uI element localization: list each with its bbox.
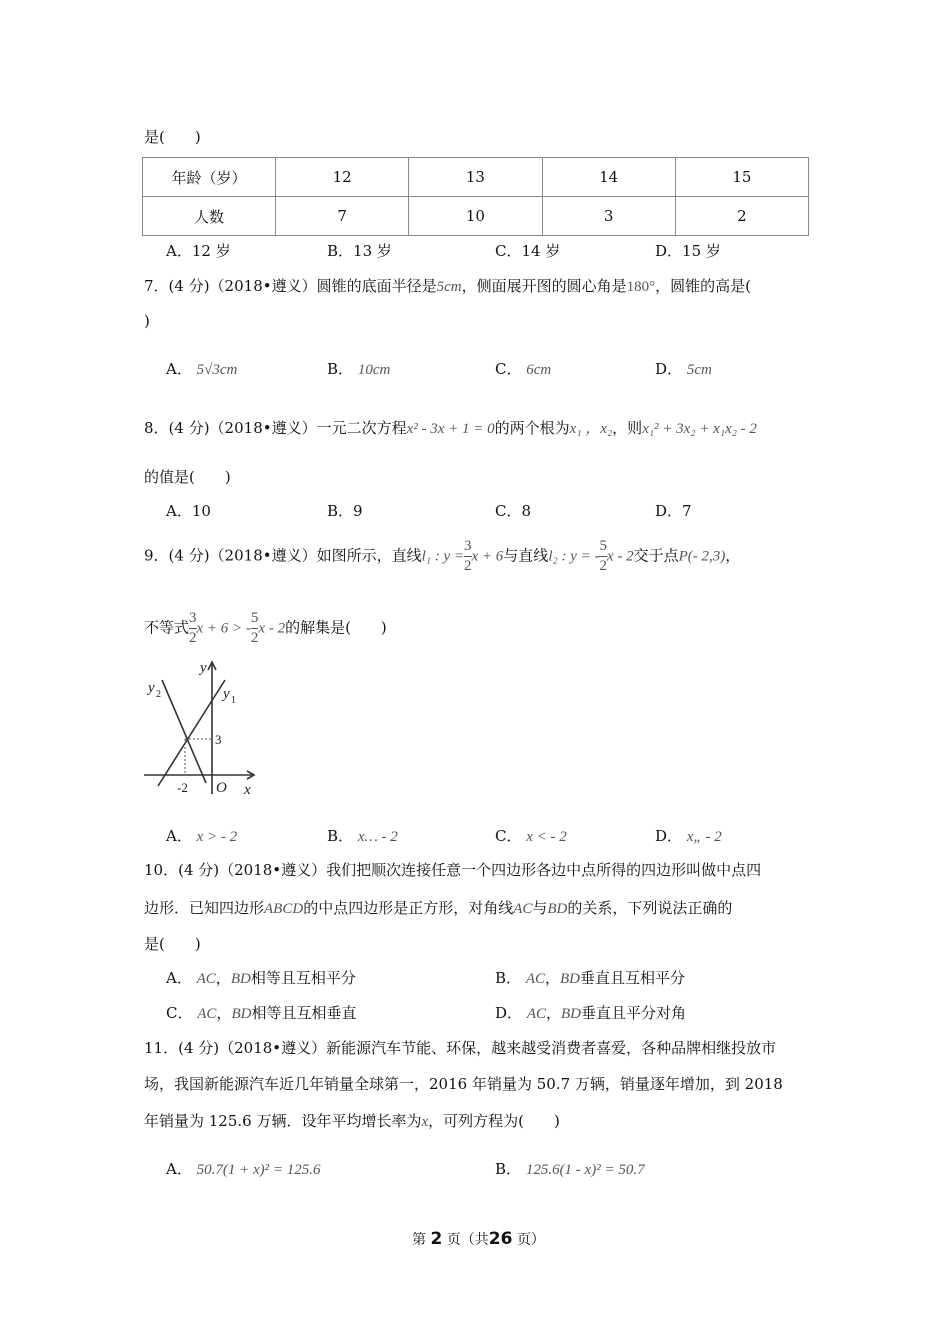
tick-neg2: -2 [177, 780, 188, 795]
footer-post: 页） [516, 1232, 545, 1248]
comma: ， [545, 1004, 561, 1022]
footer-pre: 第 [412, 1232, 426, 1248]
q11-variable: x [421, 1114, 429, 1130]
table-cell: 10 [409, 197, 542, 236]
q10-abcd: ABCD [264, 901, 304, 917]
option-label: A． [166, 827, 192, 845]
option-value: x < - 2 [526, 829, 567, 845]
q9-option-d [655, 825, 722, 846]
q11-option-a [166, 1158, 321, 1179]
q7-stem [144, 275, 751, 296]
q9-meet: 交于点 [633, 546, 679, 565]
q10-line1: 10．(4 分)（2018•遵义）我们把顺次连接任意一个四边形各边中点所得的四边形叫做中点四 [144, 861, 762, 879]
q8-roots: x₁ ，x₂ [569, 421, 613, 437]
q10-line2a: 边形．已知四边形 [144, 899, 265, 917]
age-table [142, 157, 809, 236]
option-text: 相等且互相垂直 [251, 1004, 357, 1022]
option-bd: BD [230, 971, 251, 987]
q10-and: 与 [532, 899, 548, 917]
option-text: 垂直且互相平分 [580, 969, 686, 987]
fraction [599, 537, 607, 576]
option-ac: AC [197, 1006, 217, 1022]
option-value: 5√3cm [196, 362, 238, 378]
page-total: 26 [488, 1229, 513, 1249]
page-footer [412, 1229, 545, 1249]
x-axis-label: x [244, 782, 251, 798]
q11-option-b [495, 1158, 645, 1179]
y1-label: y [223, 686, 230, 702]
table-row [143, 197, 809, 236]
numerator: 5 [250, 610, 259, 626]
option-ac: AC [526, 1006, 546, 1022]
option-label: A． [166, 360, 192, 378]
q11-line2: 场，我国新能源汽车近几年销量全球第一，2016 年销量为 50.7 万辆，销量逐年增加，到 2018 [144, 1075, 783, 1093]
y2-label: y [148, 680, 155, 696]
q8-option-c: C．8 [495, 502, 532, 520]
q6-option-a: A．12 岁 [166, 242, 231, 260]
q10-option-d [495, 1002, 686, 1023]
q8-stem [144, 417, 757, 438]
denominator: 2 [464, 558, 472, 574]
q9-prefix: 9．(4 分)（2018•遵义）如图所示，直线 [144, 546, 422, 565]
option-label: A． [166, 1160, 192, 1178]
q7-option-d [655, 358, 712, 379]
q11-line3 [144, 1110, 560, 1131]
option-bd: BD [231, 1006, 252, 1022]
q9-inequality-line [144, 609, 387, 648]
option-text: 垂直且平分对角 [581, 1004, 687, 1022]
comma: ， [215, 969, 231, 987]
y-axis-label: y [200, 660, 207, 676]
q7-prefix: 7．(4 分)（2018•遵义）圆锥的底面半径是 [144, 277, 437, 295]
q8-prefix: 8．(4 分)（2018•遵义）一元二次方程 [144, 419, 407, 437]
option-bd: BD [561, 1006, 581, 1022]
option-label: B． [327, 360, 354, 378]
q8-expression: x₁² + 3x₂ + x₁x₂ - 2 [642, 421, 757, 437]
option-label: B． [495, 1160, 522, 1178]
q7-mid: ，侧面展开图的圆心角是 [461, 277, 627, 295]
option-label: B． [495, 969, 522, 987]
q10-option-a [166, 967, 356, 988]
option-label: D． [655, 360, 683, 378]
y1-subscript: 1 [231, 695, 236, 706]
fraction [189, 609, 197, 648]
q6-tail: 是( ) [144, 128, 201, 146]
page-number: 2 [430, 1229, 443, 1249]
numerator: 5 [599, 538, 607, 554]
table-cell: 14 [542, 158, 675, 197]
option-ac: AC [525, 971, 545, 987]
option-value: 5cm [686, 362, 712, 378]
q8-option-b: B．9 [327, 502, 363, 520]
option-value: 6cm [526, 362, 552, 378]
table-cell: 15 [675, 158, 808, 197]
option-bd: BD [560, 971, 580, 987]
option-value: 10cm [357, 362, 391, 378]
q8-option-a: A．10 [166, 502, 211, 520]
q9-line2-prefix: 不等式 [144, 618, 190, 637]
option-value: 125.6(1 - x)² = 50.7 [525, 1162, 645, 1178]
line-y2 [162, 680, 206, 783]
q6-option-c: C．14 岁 [495, 242, 561, 260]
q10-line2b: 的中点四边形是正方形，对角线 [303, 899, 514, 917]
table-cell: 7 [276, 197, 409, 236]
table-cell: 13 [409, 158, 542, 197]
q7-option-c [495, 358, 551, 379]
denominator: 2 [599, 558, 607, 574]
q9-line1: l₁ : y = [421, 548, 465, 565]
comma: ， [544, 969, 560, 987]
q10-line3: 是( ) [144, 935, 201, 953]
q9-end: ， [725, 546, 741, 565]
denominator: 2 [189, 630, 197, 646]
option-label: D． [655, 827, 683, 845]
q8-stem-line2: 的值是( ) [144, 468, 231, 486]
table-cell: 人数 [143, 197, 276, 236]
q9-option-c [495, 825, 567, 846]
q11-line3b: ，可列方程为( ) [428, 1112, 560, 1130]
option-value: x > - 2 [196, 829, 238, 845]
q10-line2 [144, 897, 732, 918]
q9-graph [140, 658, 265, 800]
q11-line3a: 年销量为 125.6 万辆．设年平均增长率为 [144, 1112, 422, 1130]
footer-mid: 页（共 [446, 1232, 489, 1248]
q10-line2c: 的关系，下列说法正确的 [567, 899, 733, 917]
q9-option-a [166, 825, 237, 846]
table-cell: 12 [276, 158, 409, 197]
q8-then: ，则 [612, 419, 643, 437]
q10-option-c [166, 1002, 356, 1023]
q7-stem-line2: ) [144, 312, 150, 330]
q9-line1-tail: x + 6 [471, 548, 504, 565]
q6-option-d: D．15 岁 [655, 242, 721, 260]
q7-option-b [327, 358, 390, 379]
q10-bd: BD [547, 901, 568, 917]
tick-3: 3 [215, 732, 222, 747]
q8-equation: x² - 3x + 1 = 0 [406, 421, 495, 437]
q9-and: 与直线 [503, 546, 549, 565]
option-label: C． [495, 360, 522, 378]
option-label: A． [166, 969, 192, 987]
fraction [464, 537, 472, 576]
q7-end: ，圆锥的高是( [655, 277, 751, 295]
q9-inequality-mid: x + 6 > - [196, 620, 251, 637]
comma: ， [216, 1004, 232, 1022]
option-label: C． [495, 827, 522, 845]
table-cell: 2 [675, 197, 808, 236]
option-label: C． [166, 1004, 193, 1022]
q11-line1: 11．(4 分)（2018•遵义）新能源汽车节能、环保，越来越受消费者喜爱，各种品牌相继投放市 [144, 1039, 777, 1057]
denominator: 2 [250, 630, 259, 646]
q7-option-a [166, 358, 237, 379]
q6-option-b: B．13 岁 [327, 242, 392, 260]
table-cell: 年龄（岁） [143, 158, 276, 197]
q9-line2-tail: x - 2 [606, 548, 634, 565]
q9-point: P(- 2,3) [678, 548, 726, 565]
option-value: x„ - 2 [686, 829, 722, 845]
option-label: D． [495, 1004, 523, 1022]
origin-label: O [216, 780, 227, 796]
option-ac: AC [196, 971, 216, 987]
q9-line2-suffix: 的解集是( ) [285, 618, 387, 637]
option-value: x… - 2 [357, 829, 398, 845]
table-cell: 3 [542, 197, 675, 236]
option-value: 50.7(1 + x)² = 125.6 [196, 1162, 321, 1178]
table-row [143, 158, 809, 197]
q10-ac: AC [513, 901, 533, 917]
numerator: 3 [464, 538, 472, 554]
option-text: 相等且互相平分 [250, 969, 356, 987]
q8-mid: 的两个根为 [494, 419, 570, 437]
y2-subscript: 2 [156, 689, 161, 700]
q8-option-d: D．7 [655, 502, 692, 520]
q9-inequality-tail: x - 2 [258, 620, 286, 637]
q7-radius: 5cm [436, 279, 462, 295]
q9-line2: l₂ : y = - [548, 548, 600, 565]
q9-stem [144, 537, 740, 576]
numerator: 3 [189, 610, 197, 626]
option-label: B． [327, 827, 354, 845]
q9-option-b [327, 825, 398, 846]
q7-angle: 180° [626, 279, 656, 295]
q10-option-b [495, 967, 685, 988]
